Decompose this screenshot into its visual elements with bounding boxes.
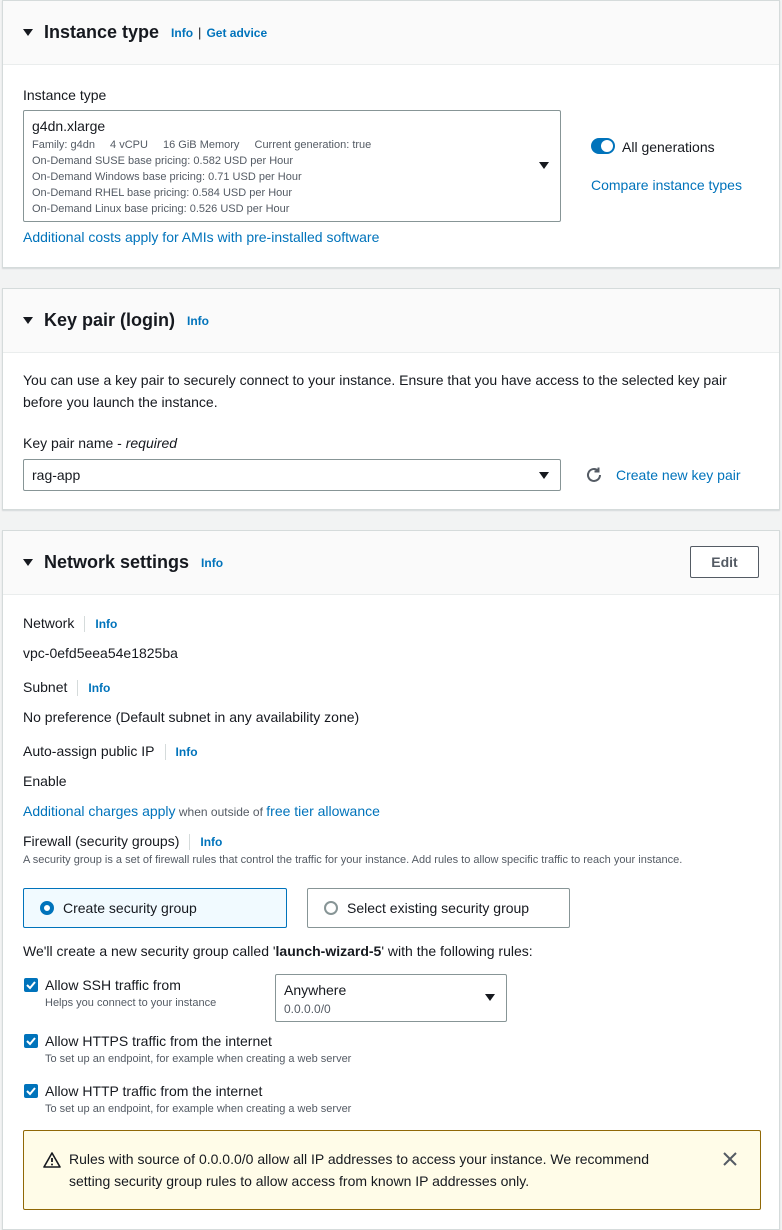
- select-existing-security-group-option[interactable]: [307, 888, 570, 928]
- network-label: [23, 615, 117, 632]
- all-generations-toggle[interactable]: [591, 138, 615, 154]
- pricing-rhel: On-Demand RHEL base pricing: 0.584 USD per Hour: [32, 187, 293, 199]
- https-rule-hint: To set up an endpoint, for example when creating a web server: [45, 1053, 352, 1065]
- public-ip-label-text: Auto-assign public IP: [23, 743, 155, 759]
- pricing-windows: On-Demand Windows base pricing: 0.71 USD per Hour: [32, 171, 302, 183]
- charges-mid-text: when outside of: [175, 805, 267, 819]
- panel-title: Network settings: [44, 552, 190, 572]
- network-header[interactable]: [3, 531, 779, 595]
- caret-down-icon[interactable]: [23, 559, 33, 566]
- panel-title: Instance type: [44, 22, 160, 42]
- instance-memory: 16 GiB Memory: [163, 139, 240, 151]
- key-pair-description: You can use a key pair to securely connect to your instance. Ensure that you have access to the selected key pair before you launch the instance.: [23, 372, 727, 410]
- all-generations-label: All generations: [622, 139, 715, 155]
- instance-type-panel: [2, 0, 780, 268]
- select-sg-label: Select existing security group: [347, 900, 530, 916]
- info-link[interactable]: Info: [187, 313, 210, 328]
- pricing-linux: On-Demand Linux base pricing: 0.526 USD per Hour: [32, 203, 290, 215]
- key-pair-label-text: Key pair name -: [23, 435, 126, 451]
- new-sg-name: launch-wizard-5: [275, 943, 382, 959]
- ssh-rule-hint: Helps you connect to your instance: [45, 997, 217, 1009]
- additional-costs-link[interactable]: Additional costs apply for AMIs with pre-installed software: [23, 229, 380, 245]
- warning-line-2: setting security group rules to allow access from known IP addresses only.: [69, 1173, 530, 1189]
- new-sg-notice: [23, 943, 533, 959]
- instance-type-header[interactable]: [3, 1, 779, 65]
- panel-title: Key pair (login): [44, 310, 176, 330]
- ssh-source-value: Anywhere: [284, 982, 347, 998]
- info-link[interactable]: Info: [201, 555, 224, 570]
- create-security-group-option[interactable]: [23, 888, 287, 928]
- warning-line-1: Rules with source of 0.0.0.0/0 allow all IP addresses to access your instance. We recommend: [69, 1151, 649, 1167]
- info-link[interactable]: Info: [171, 25, 194, 40]
- caret-down-icon[interactable]: [23, 29, 33, 36]
- key-pair-header[interactable]: [3, 289, 779, 353]
- key-pair-select[interactable]: [23, 459, 561, 491]
- edit-button[interactable]: Edit: [690, 546, 759, 578]
- radio-selected[interactable]: [40, 901, 54, 915]
- http-rule-label: Allow HTTP traffic from the internet: [45, 1083, 263, 1099]
- refresh-icon[interactable]: [585, 466, 603, 487]
- compare-instance-types-link[interactable]: Compare instance types: [591, 177, 742, 193]
- ssh-source-cidr: 0.0.0.0/0: [284, 1002, 331, 1016]
- create-sg-label: Create security group: [63, 900, 197, 916]
- subnet-label: [23, 679, 110, 696]
- new-sg-suffix: ' with the following rules:: [381, 943, 533, 959]
- dropdown-caret-icon: [539, 472, 549, 479]
- key-pair-label: [23, 435, 177, 451]
- instance-generation: Current generation: true: [254, 139, 372, 151]
- instance-specs: [32, 139, 371, 151]
- create-key-pair-link[interactable]: Create new key pair: [616, 467, 741, 483]
- dropdown-caret-icon: [539, 162, 549, 169]
- network-settings-panel: [2, 530, 780, 1230]
- caret-down-icon[interactable]: [23, 317, 33, 324]
- dropdown-caret-icon: [485, 994, 495, 1001]
- public-ip-info-link[interactable]: Info: [175, 745, 198, 759]
- subnet-info-link[interactable]: Info: [88, 681, 111, 695]
- firewall-info-link[interactable]: Info: [200, 835, 223, 849]
- additional-charges-link[interactable]: Additional charges apply: [23, 803, 176, 819]
- get-advice-link[interactable]: Get advice: [206, 25, 268, 40]
- https-checkbox[interactable]: [24, 1034, 38, 1048]
- firewall-description: A security group is a set of firewall rules that control the traffic for your instance. Add rules to allow specific traffic to reach your instance.: [23, 854, 683, 866]
- network-info-link[interactable]: Info: [95, 617, 118, 631]
- key-pair-panel: [2, 288, 780, 510]
- toggle-switch[interactable]: [591, 138, 615, 154]
- https-rule-label: Allow HTTPS traffic from the internet: [45, 1033, 272, 1049]
- instance-name: g4dn.xlarge: [32, 118, 106, 134]
- radio-unselected[interactable]: [324, 901, 338, 915]
- ssh-rule-label: Allow SSH traffic from: [45, 977, 181, 993]
- divider: |: [198, 25, 202, 40]
- http-checkbox[interactable]: [24, 1084, 38, 1098]
- firewall-label: [23, 833, 222, 850]
- warning-alert: [23, 1130, 761, 1210]
- pricing-suse: On-Demand SUSE base pricing: 0.582 USD per Hour: [32, 155, 294, 167]
- required-marker: required: [125, 435, 178, 451]
- ssh-source-select[interactable]: [275, 974, 507, 1022]
- instance-vcpu: 4 vCPU: [110, 139, 148, 151]
- free-tier-link[interactable]: free tier allowance: [266, 803, 380, 819]
- instance-type-select[interactable]: [23, 110, 561, 222]
- instance-family: Family: g4dn: [32, 139, 95, 151]
- warning-icon: [43, 1152, 61, 1171]
- subnet-label-text: Subnet: [23, 679, 68, 695]
- http-rule-hint: To set up an endpoint, for example when creating a web server: [45, 1103, 352, 1115]
- subnet-value: No preference (Default subnet in any availability zone): [23, 709, 360, 725]
- key-pair-value: rag-app: [32, 467, 81, 483]
- ssh-checkbox[interactable]: [24, 978, 38, 992]
- charges-note: [23, 803, 380, 819]
- network-value: vpc-0efd5eea54e1825ba: [23, 645, 178, 661]
- instance-type-label: Instance type: [23, 87, 107, 103]
- public-ip-label: [23, 743, 198, 760]
- network-label-text: Network: [23, 615, 75, 631]
- close-icon[interactable]: [722, 1151, 738, 1170]
- public-ip-value: Enable: [23, 773, 67, 789]
- firewall-label-text: Firewall (security groups): [23, 833, 180, 849]
- new-sg-prefix: We'll create a new security group called ': [23, 943, 276, 959]
